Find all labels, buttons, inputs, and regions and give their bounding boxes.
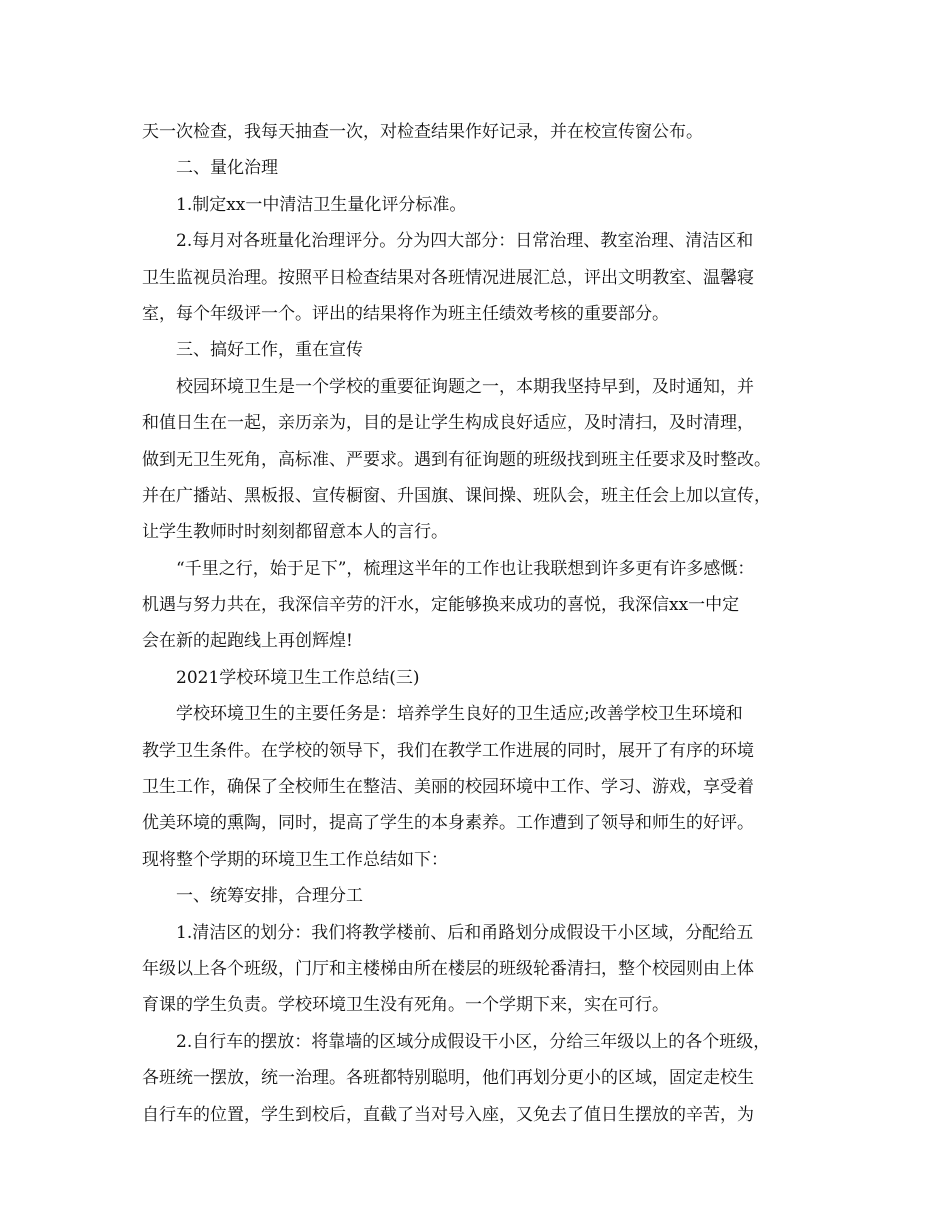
text-line: 现将整个学期的环境卫生工作总结如下： [142, 849, 448, 870]
text-line: 卫生监视员治理。按照平日检查结果对各班情况进展汇总，评出文明教室、温馨寝 [142, 267, 754, 288]
text-line: 各班统一摆放，统一治理。各班都特别聪明，他们再划分更小的区域，固定走校生 [142, 1068, 754, 1089]
text-line: 教学卫生条件。在学校的领导下，我们在教学工作进展的同时，展开了有序的环境 [142, 740, 754, 761]
document-body [142, 114, 832, 1133]
text-line: 会在新的起跑线上再创辉煌! [142, 631, 353, 652]
text-line: 年级以上各个班级，门厅和主楼梯由所在楼层的班级轮番清扫，整个校园则由上体 [142, 958, 754, 979]
text-line: “千里之行，始于足下”，梳理这半年的工作也让我联想到许多更有许多感慨： [176, 558, 755, 579]
text-line: 优美环境的熏陶，同时，提高了学生的本身素养。工作遭到了领导和师生的好评。 [142, 813, 754, 834]
text-line: 做到无卫生死角，高标准、严要求。遇到有征询题的班级找到班主任要求及时整改。 [142, 449, 771, 470]
text-line: 卫生工作，确保了全校师生在整洁、美丽的校园环境中工作、学习、游戏，享受着 [142, 777, 754, 798]
text-line: 1.制定xx一中清洁卫生量化评分标准。 [176, 194, 467, 215]
text-line: 让学生教师时时刻刻都留意本人的言行。 [142, 522, 448, 543]
text-line: 机遇与努力共在，我深信辛劳的汗水，定能够换来成功的喜悦，我深信xx一中定 [142, 595, 740, 616]
text-line: 学校环境卫生的主要任务是：培养学生良好的卫生适应;改善学校卫生环境和 [176, 704, 743, 725]
text-line: 室，每个年级评一个。评出的结果将作为班主任绩效考核的重要部分。 [142, 303, 669, 324]
text-line: 2.自行车的摆放：将靠墙的区域分成假设干小区，分给三年级以上的各个班级， [176, 1031, 771, 1052]
text-line: 自行车的位置，学生到校后，直截了当对号入座，又免去了值日生摆放的辛苦，为 [142, 1104, 754, 1125]
text-line: 和值日生在一起，亲历亲为，目的是让学生构成良好适应，及时清扫，及时清理， [142, 413, 754, 434]
text-line: 2021学校环境卫生工作总结(三) [176, 667, 420, 688]
text-line: 三、搞好工作，重在宣传 [176, 340, 363, 361]
text-line: 二、量化治理 [176, 158, 278, 179]
text-line: 校园环境卫生是一个学校的重要征询题之一，本期我坚持早到，及时通知，并 [176, 376, 754, 397]
text-line: 并在广播站、黑板报、宣传橱窗、升国旗、课间操、班队会，班主任会上加以宣传， [142, 485, 771, 506]
text-line: 育课的学生负责。学校环境卫生没有死角。一个学期下来，实在可行。 [142, 995, 669, 1016]
text-line: 1.清洁区的划分：我们将教学楼前、后和甬路划分成假设干小区域，分配给五 [176, 922, 754, 943]
text-line: 一、统筹安排，合理分工 [176, 886, 363, 907]
text-line: 天一次检查，我每天抽查一次，对检查结果作好记录，并在校宣传窗公布。 [142, 122, 703, 142]
text-line: 2.每月对各班量化治理评分。分为四大部分：日常治理、教室治理、清洁区和 [176, 231, 754, 252]
